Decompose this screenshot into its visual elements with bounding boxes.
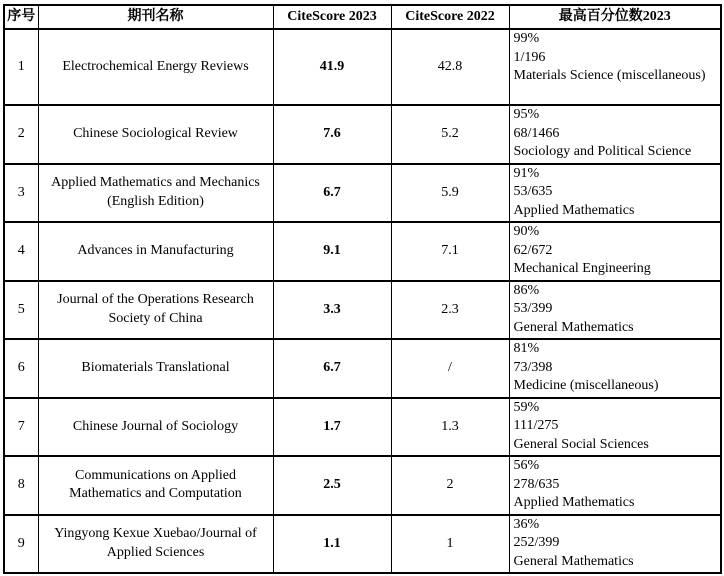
percentile-rank: 68/1466 <box>513 125 560 141</box>
table-row <box>4 456 721 515</box>
citescore-2023-cell: 1.1 <box>273 515 391 574</box>
header-row <box>4 5 721 29</box>
percentile-percent: 36% <box>513 516 540 532</box>
percentile-rank: 62/672 <box>513 242 553 258</box>
citescore-2022-cell: 5.2 <box>391 105 509 164</box>
percentile-cell <box>509 281 721 340</box>
table-row <box>4 105 721 164</box>
percentile-rank: 53/635 <box>513 184 553 199</box>
percentile-cell <box>509 398 721 457</box>
table-row <box>4 29 721 105</box>
journal-name-cell: Applied Mathematics and Mechanics (English Edition) <box>38 164 273 223</box>
percentile-category: Materials Science (miscellaneous) <box>513 68 706 83</box>
percentile-percent: 99% <box>513 31 540 46</box>
serial-cell: 7 <box>4 398 38 457</box>
table-row <box>4 222 721 281</box>
percentile-cell <box>509 29 721 105</box>
percentile-percent: 90% <box>513 224 540 239</box>
percentile-percent: 56% <box>513 458 540 473</box>
citescore-2022-cell: 2 <box>391 456 509 515</box>
serial-cell: 5 <box>4 281 38 340</box>
percentile-cell <box>509 515 721 574</box>
serial-cell: 6 <box>4 339 38 398</box>
citescore-2023-cell: 3.3 <box>273 281 391 340</box>
journal-name-cell: Journal of the Operations Research Society of China <box>38 281 273 340</box>
serial-cell: 4 <box>4 222 38 281</box>
journal-name-cell: Advances in Manufacturing <box>38 222 273 281</box>
citescore-2023-cell: 6.7 <box>273 164 391 223</box>
table-row <box>4 398 721 457</box>
citescore-2022-cell: 1 <box>391 515 509 574</box>
citescore-2023-cell: 2.5 <box>273 456 391 515</box>
citescore-2023-cell: 7.6 <box>273 105 391 164</box>
header-journal-name: 期刊名称 <box>38 5 273 29</box>
percentile-percent: 59% <box>513 399 540 415</box>
percentile-percent: 95% <box>513 107 540 122</box>
citescore-2023-cell: 9.1 <box>273 222 391 281</box>
percentile-category: General Mathematics <box>513 319 634 335</box>
percentile-rank: 252/399 <box>513 535 560 550</box>
header-citescore-2023: CiteScore 2023 <box>273 5 391 29</box>
citescore-2023-cell: 1.7 <box>273 398 391 457</box>
table-row <box>4 339 721 398</box>
header-serial: 序号 <box>4 5 38 29</box>
journal-name-cell: Chinese Journal of Sociology <box>38 398 273 457</box>
journal-name-cell: Yingyong Kexue Xuebao/Journal of Applied Sciences <box>38 515 273 574</box>
citescore-2022-cell: 5.9 <box>391 164 509 223</box>
percentile-rank: 53/399 <box>513 301 553 316</box>
journal-name-cell: Chinese Sociological Review <box>38 105 273 164</box>
citescore-2022-cell: / <box>391 339 509 398</box>
journal-name-cell: Biomaterials Translational <box>38 339 273 398</box>
table-row <box>4 515 721 574</box>
percentile-category: Applied Mathematics <box>513 495 635 510</box>
percentile-cell <box>509 164 721 223</box>
serial-cell: 3 <box>4 164 38 223</box>
percentile-category: Medicine (miscellaneous) <box>513 378 659 393</box>
journal-name-cell: Communications on Applied Mathematics and Computation <box>38 456 273 515</box>
citescore-2022-cell: 2.3 <box>391 281 509 340</box>
serial-cell: 9 <box>4 515 38 574</box>
percentile-rank: 111/275 <box>513 418 559 433</box>
percentile-category: Applied Mathematics <box>513 202 635 218</box>
citescore-2022-cell: 42.8 <box>391 29 509 105</box>
header-citescore-2022: CiteScore 2022 <box>391 5 509 29</box>
percentile-rank: 73/398 <box>513 359 553 375</box>
percentile-category: General Mathematics <box>513 553 634 569</box>
percentile-rank: 1/196 <box>513 49 546 65</box>
percentile-category: Sociology and Political Science <box>513 144 692 159</box>
percentile-cell <box>509 456 721 515</box>
percentile-percent: 81% <box>513 341 540 356</box>
journal-name-cell: Electrochemical Energy Reviews <box>38 29 273 105</box>
table-row <box>4 164 721 223</box>
percentile-rank: 278/635 <box>513 476 560 492</box>
serial-cell: 1 <box>4 29 38 105</box>
table-row <box>4 281 721 340</box>
serial-cell: 2 <box>4 105 38 164</box>
serial-cell: 8 <box>4 456 38 515</box>
percentile-cell <box>509 339 721 398</box>
percentile-percent: 91% <box>513 165 540 181</box>
header-top-percentile-2023: 最高百分位数2023 <box>509 5 721 29</box>
citescore-2023-cell: 6.7 <box>273 339 391 398</box>
percentile-category: Mechanical Engineering <box>513 261 651 276</box>
journal-citescore-table <box>3 4 722 574</box>
percentile-cell <box>509 105 721 164</box>
citescore-2022-cell: 7.1 <box>391 222 509 281</box>
percentile-cell <box>509 222 721 281</box>
citescore-2023-cell: 41.9 <box>273 29 391 105</box>
percentile-category: General Social Sciences <box>513 436 649 452</box>
percentile-percent: 86% <box>513 282 540 298</box>
citescore-2022-cell: 1.3 <box>391 398 509 457</box>
